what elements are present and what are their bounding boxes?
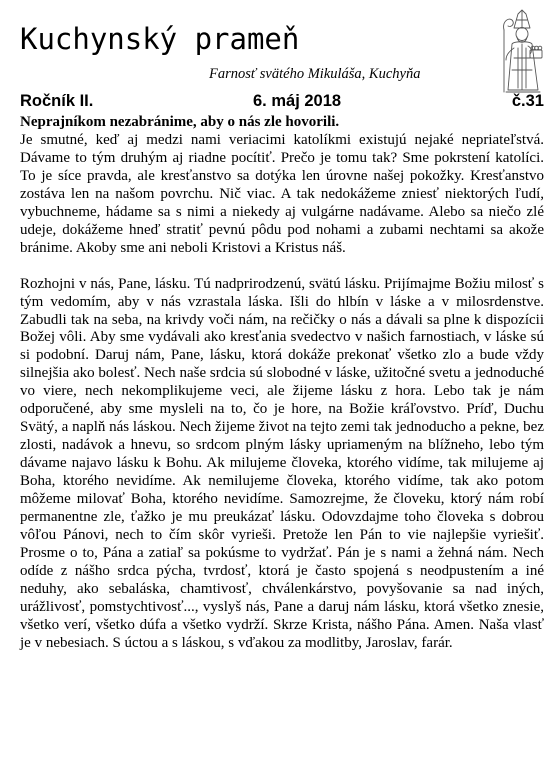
saint-nicholas-bishop-icon [496,8,546,94]
article-paragraph-2: Rozhojni v nás, Pane, lásku. Tú nadprirodzenú, svätú lásku. Prijímajme Božiu milosť s tým vedomím, aby v nás vzrastala láska. Išli do hlbín v láske a v milosrdenstve. Zabudli tak na seba, na krivdy voči nám, na rečičky o nás a dávali sa plne k dispozícii Božej vôli. Aby sme vydávali ako kresťania svedectvo v našich farnostiach, v láske sú si podobní. Daruj nám, Pane, lásku, ktorá dokáže prekonať všetko zlo a bude vždy silnejšia ako bolesť. Nech naše srdcia sú slobodné v láske, užitočné svetu a jednoduché vo viere, nech nekomplikujeme veci, ale žijeme lásku z hora. Lebo tak je nám odporučené, aby sme mysleli na to, čo je hore, na Božie kráľovstvo. Príď, Duchu Svätý, a naplň nás láskou. Nech žijeme život na tejto zemi tak jednoducho a pekne, bez zlosti, nadávok a hnevu, so srdcom plným lásky upriameným na blížneho, lebo tým dávame najavo lásku k Bohu. Ak milujeme človeka, ktorého vidíme, tak milujeme aj Boha, ktorého nevidíme. Ak nemilujeme človeka, ktorého vidíme, tak ako potom môžeme milovať Boha, ktorého nevidíme. Samozrejme, že človeku, ktorý nám robí permanentne zle, ťažko je mu preukázať lásku. Odovzdajme toho človeka s dobrou vôľou Pánovi, nech to čím skôr vyrieši. Pretože len Pán to vie najlepšie vyriešiť. Prosme o to, Pána a zatiaľ sa pokúsme to vydržať. Pán je s nami a žehná nám. Nech odíde z nášho srdca pýcha, tvrdosť, ktorá je často spojená s neodpustením a iné neduhy, ako sebaláska, chamtivosť, chválenkárstvo, povyšovanie sa nad iných, urážlivosť, pomstychtivosť..., vyslyš nás, Pane a daruj nám lásku, ktorá všetko znesie, všetko verí, všetko dúfa a všetko vydrží. Skrze Krista, nášho Pána. Amen. Naša vlasť je v nebesiach. S úctou a s láskou, s vďakou za modlitby, Jaroslav, farár. [20,275,544,651]
newsletter-title: Kuchynský prameň [20,22,300,56]
issue-date: 6. máj 2018 [253,92,342,110]
article-paragraph-1: Je smutné, keď aj medzi nami veriacimi katolíkmi existujú nejaké nepriateľstvá. Dávame to tým druhým aj riadne pocítiť. Prečo je tomu tak? Sme pokrstení katolíci. To je síce pravda, ale kresťanstvo sa dotýka len úrovne našej pokožky. Kresťanstvo zostáva len na našom povrchu. Nič viac. A tak nedokážeme zniesť niektorých ľudí, vybuchneme, hádame sa s nimi a niekedy aj vulgárne nadávame. Alebo sa niečo zlé udeje, dokážeme hneď stratiť pevnú pôdu pod nohami a zubami nechtami sa akože bránime. Akoby sme ani neboli Kristovi a Kristus náš. [20,131,544,256]
paragraph-spacer [20,258,544,276]
volume-label: Ročník II. [20,92,94,110]
issue-number: č.31 [511,92,544,110]
article [20,114,544,653]
parish-subtitle: Farnosť svätého Mikuláša, Kuchyňa [209,66,421,82]
article-headline: Neprajníkom nezabránime, aby o nás zle hovorili. [20,114,340,130]
